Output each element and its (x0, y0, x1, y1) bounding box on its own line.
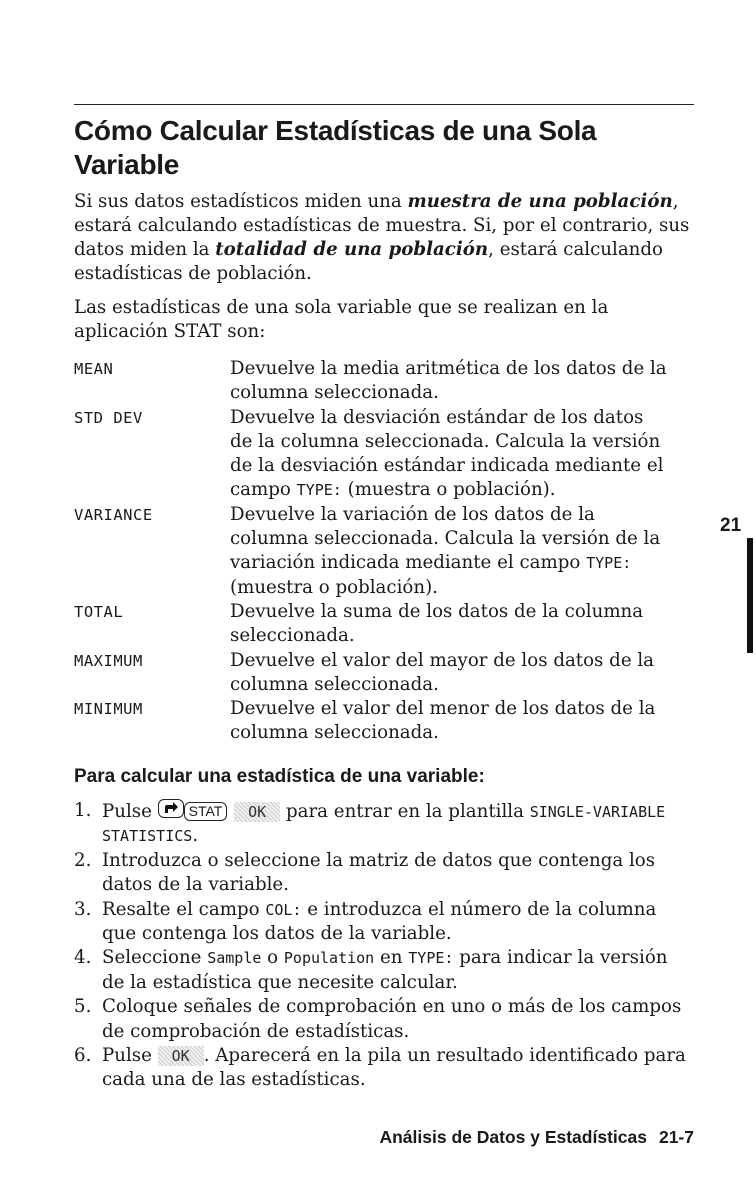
step-body: Coloque señales de comprobación en uno o más de los campos de comprobación de estadísticas. (102, 996, 682, 1042)
top-rule (74, 104, 694, 105)
step-text: . Aparecerá en la pila un resultado identificado para cada una de las estadísticas. (102, 1045, 686, 1091)
definition-desc: Devuelve el valor del mayor de los datos de la columna seleccionada. (230, 649, 655, 695)
sample-option-code: Sample (207, 949, 262, 968)
step-body (102, 799, 694, 849)
footer-title: Análisis de Datos y Estadísticas (379, 1127, 647, 1147)
type-field-code: TYPE: (408, 949, 454, 968)
procedure-heading: Para calcular una estadística de una variable: (74, 766, 485, 787)
page-footer (379, 1127, 694, 1148)
page-number: 21-7 (658, 1127, 694, 1147)
definition-desc: Devuelve la media aritmética de los datos de la columna seleccionada. (230, 358, 667, 404)
population-option-code: Population (283, 949, 375, 968)
section-title: Cómo Calcular Estadísticas de una Sola Variable (74, 115, 597, 180)
definition-total (74, 600, 694, 649)
definition-list (74, 357, 694, 746)
step-body (102, 1044, 694, 1093)
intro-text: , estará calculando estadísticas de población. (74, 239, 663, 284)
intro-text: , estará calculando estadísticas de muestra. Si, por el contrario, sus datos miden la (74, 191, 690, 260)
step-text: Pulse (102, 1045, 158, 1067)
definition-term: VARIANCE (74, 505, 153, 524)
definition-term: MINIMUM (74, 700, 143, 719)
definition-term: MEAN (74, 360, 114, 378)
step-number: 3. (74, 898, 92, 920)
step-4 (74, 946, 694, 995)
intro-emphasis-total: totalidad de una población (215, 239, 489, 260)
ok-softkey: OK (234, 802, 280, 822)
step-text: Pulse (102, 801, 158, 822)
right-shift-key-icon (158, 799, 184, 818)
intro-emphasis-sample: muestra de una población (407, 191, 673, 212)
step-1 (74, 799, 694, 849)
step-number: 5. (74, 996, 92, 1018)
chapter-tab-bar (747, 538, 753, 653)
step-text: para indicar la versión de la estadística que necesite calcular. (102, 947, 668, 993)
definition-term: MAXIMUM (74, 651, 143, 670)
step-body (102, 898, 694, 947)
step-body (102, 946, 694, 995)
step-number: 2. (74, 849, 92, 871)
chapter-tab-number: 21 (720, 515, 742, 536)
step-body: Introduzca o seleccione la matriz de datos que contenga los datos de la variable. (102, 849, 656, 896)
step-text: para entrar en la plantilla (280, 801, 530, 822)
step-text: Resalte el campo (102, 898, 266, 920)
step-6 (74, 1044, 694, 1093)
step-5 (74, 995, 694, 1044)
step-3 (74, 898, 694, 947)
procedure-steps (74, 799, 694, 1093)
definition-std-dev (74, 406, 694, 503)
stat-key: STAT (184, 802, 228, 821)
definition-minimum (74, 697, 694, 746)
definition-desc (230, 406, 670, 503)
definition-desc: Devuelve la suma de los datos de la columna seleccionada. (230, 600, 644, 647)
type-field-code: TYPE: (296, 481, 342, 500)
intro-text: Si sus datos estadísticos miden una (74, 191, 408, 212)
definition-desc (230, 503, 670, 600)
step-text: o (261, 947, 284, 969)
intro-paragraph-2: Las estadísticas de una sola variable que se realizan en la aplicación STAT son: (74, 297, 609, 342)
definition-text: Devuelve la variación de los datos de la columna seleccionada. Calcula la versión de la variación indicada mediante el campo (230, 503, 661, 574)
definition-desc: Devuelve el valor del menor de los datos de la columna seleccionada. (230, 698, 656, 744)
step-text: e introduzca el número de la columna que contenga los datos de la variable. (102, 898, 657, 945)
definition-text: (muestra o población). (230, 576, 438, 598)
step-2 (74, 849, 694, 898)
step-text: en (374, 947, 409, 969)
step-number: 1. (74, 800, 92, 821)
step-text: . (192, 825, 199, 847)
definition-text: (muestra o población). (341, 479, 556, 501)
ok-softkey: OK (158, 1046, 204, 1066)
step-text: Seleccione (102, 947, 208, 969)
col-field-code: COL: (265, 900, 302, 919)
definition-term: TOTAL (74, 602, 124, 621)
intro-paragraph-1 (74, 190, 694, 286)
definition-maximum (74, 649, 694, 698)
definition-mean (74, 357, 694, 406)
definition-variance (74, 503, 694, 600)
template-name-code: SINGLE-VARIABLE STATISTICS (102, 803, 666, 846)
definition-term: STD DEV (74, 408, 143, 427)
step-number: 4. (74, 947, 92, 969)
definition-text: Devuelve la desviación estándar de los datos de la columna seleccionada. Calcula la versión de la desviación estándar indicada mediante el campo (230, 406, 664, 501)
step-number: 6. (74, 1045, 92, 1067)
type-field-code: TYPE: (586, 554, 632, 573)
